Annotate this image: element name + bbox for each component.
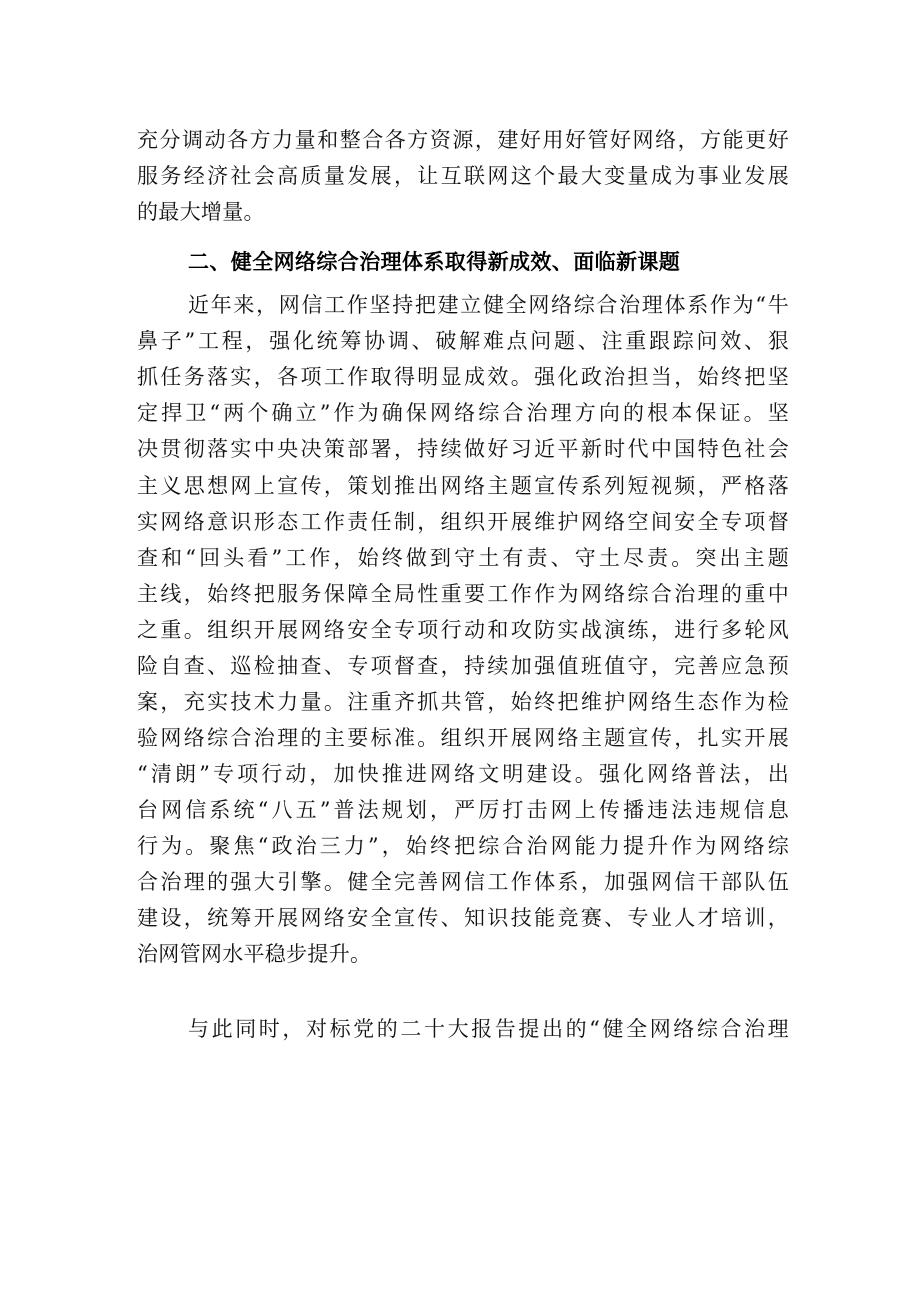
paragraph-line: 服务经济社会高质量发展，让互联网这个最大变量成为事业发展	[137, 164, 789, 188]
paragraph-line: 险自查、巡检抽查、专项督查，持续加强值班值守，完善应急预	[137, 654, 789, 678]
section-heading: 二、健全网络综合治理体系取得新成效、面临新课题	[188, 250, 681, 274]
paragraph-line: 主义思想网上宣传，策划推出网络主题宣传系列短视频，严格落	[137, 474, 789, 498]
paragraph-line: 决贯彻落实中央决策部署，持续做好习近平新时代中国特色社会	[137, 437, 789, 461]
paragraph-line: 充分调动各方力量和整合各方资源，建好用好管好网络，方能更好	[137, 128, 789, 152]
paragraph-line: 抓任务落实，各项工作取得明显成效。强化政治担当，始终把坚	[137, 365, 789, 389]
paragraph-line: 定捍卫“两个确立”作为确保网络综合治理方向的根本保证。坚	[137, 401, 789, 425]
paragraph-line: 行为。聚焦“政治三力”，始终把综合治网能力提升作为网络综	[137, 834, 789, 858]
paragraph-line: 案，充实技术力量。注重齐抓共管，始终把维护网络生态作为检	[137, 690, 789, 714]
paragraph-line: 合治理的强大引擎。健全完善网信工作体系，加强网信干部队伍	[137, 870, 789, 894]
paragraph-line: 之重。组织开展网络安全专项行动和攻防实战演练，进行多轮风	[137, 618, 789, 642]
paragraph-line: 鼻子”工程，强化统筹协调、破解难点问题、注重跟踪问效、狠	[137, 329, 789, 353]
paragraph-line: 治网管网水平稳步提升。	[137, 942, 372, 966]
paragraph-line: “清朗”专项行动，加快推进网络文明建设。强化网络普法，出	[137, 762, 789, 786]
paragraph-line: 台网信系统“八五”普法规划，严厉打击网上传播违法违规信息	[137, 798, 789, 822]
paragraph-line: 的最大增量。	[137, 200, 265, 224]
paragraph-line: 与此同时，对标党的二十大报告提出的“健全网络综合治理	[188, 1017, 789, 1041]
paragraph-line: 查和“回头看”工作，始终做到守土有责、守土尽责。突出主题	[137, 546, 789, 570]
paragraph-line: 实网络意识形态工作责任制，组织开展维护网络空间安全专项督	[137, 510, 789, 534]
paragraph-line: 验网络综合治理的主要标准。组织开展网络主题宣传，扎实开展	[137, 726, 789, 750]
paragraph-line: 建设，统筹开展网络安全宣传、知识技能竞赛、专业人才培训，	[137, 906, 789, 930]
paragraph-line: 近年来，网信工作坚持把建立健全网络综合治理体系作为“牛	[188, 293, 789, 317]
paragraph-line: 主线，始终把服务保障全局性重要工作作为网络综合治理的重中	[137, 582, 789, 606]
